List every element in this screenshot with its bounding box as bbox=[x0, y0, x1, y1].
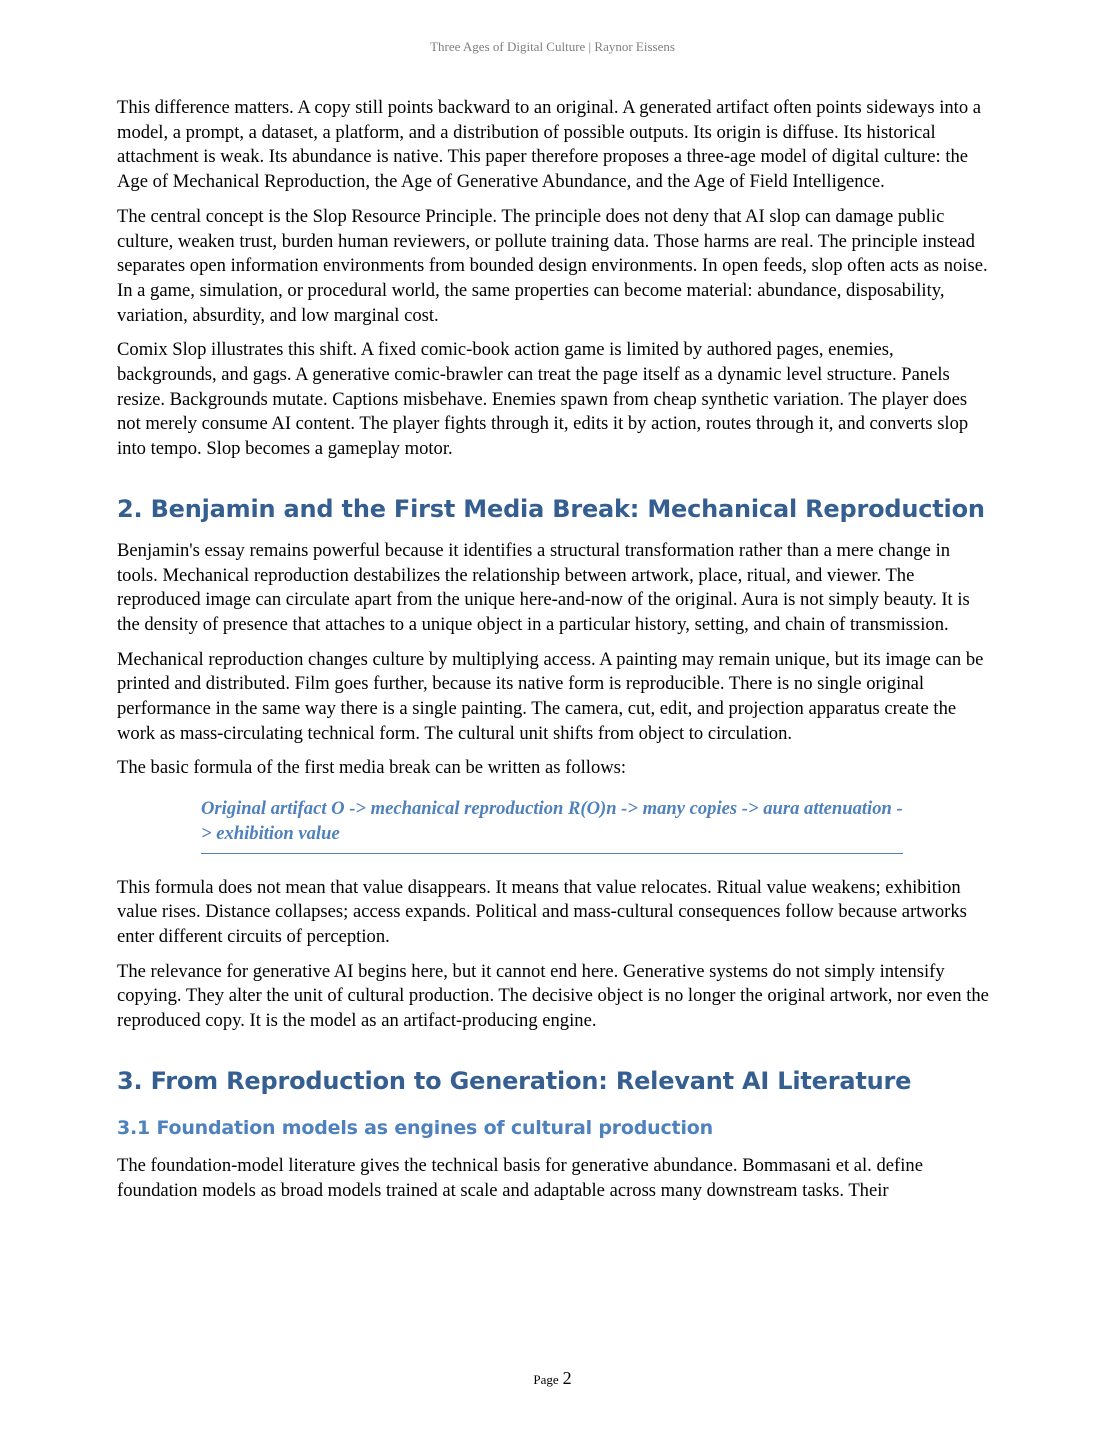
section-heading: 2. Benjamin and the First Media Break: Mechanical Reproduction bbox=[117, 494, 985, 523]
body-paragraph: Comix Slop illustrates this shift. A fixed comic-book action game is limited by authored pages, enemies, backgrounds, and gags. A generative comic-brawler can treat the page itself as a dynamic level structure. Panels resize. Backgrounds mutate. Captions misbehave. Enemies spawn from cheap synthetic variation. The player does not merely consume AI content. The player fights through it, edits it by action, routes through it, and converts slop into tempo. Slop becomes a gameplay motor. bbox=[117, 339, 969, 460]
body-paragraph: The foundation-model literature gives the technical basis for generative abundance. Bommasani et al. define foundation models as broad models trained at scale and adaptable across many downstream tasks. Their bbox=[117, 1154, 923, 1201]
page-footer bbox=[0, 1368, 1105, 1389]
formula-block: Original artifact O -> mechanical reproduction R(O)n -> many copies -> aura attenuation -> exhibition value bbox=[201, 797, 903, 853]
body-paragraph: Mechanical reproduction changes culture by multiplying access. A painting may remain unique, but its image can be printed and distributed. Film goes further, because its native form is reproducible. There is no single original performance in the same way there is a single painting. The camera, cut, edit, and projection apparatus create the work as mass-circulating technical form. The cultural unit shifts from object to circulation. bbox=[117, 648, 984, 744]
section-heading: 3. From Reproduction to Generation: Relevant AI Literature bbox=[117, 1066, 912, 1095]
body-paragraph: This difference matters. A copy still points backward to an original. A generated artifact often points sideways into a model, a prompt, a dataset, a platform, and a distribution of possible outputs. Its origin is diffuse. Its historical attachment is weak. Its abundance is native. This paper therefore proposes a three-age model of digital culture: the Age of Mechanical Reproduction, the Age of Generative Abundance, and the Age of Field Intelligence. bbox=[117, 97, 982, 193]
body-paragraph: The relevance for generative AI begins here, but it cannot end here. Generative systems do not simply intensify copying. They alter the unit of cultural production. The decisive object is no longer the original artwork, nor even the reproduced copy. It is the model as an artifact-producing engine. bbox=[117, 960, 989, 1032]
body-paragraph: Benjamin's essay remains powerful because it identifies a structural transformation rather than a mere change in tools. Mechanical reproduction destabilizes the relationship between artwork, place, ritual, and viewer. The reproduced image can circulate apart from the unique here-and-now of the original. Aura is not simply beauty. It is the density of presence that attaches to a unique object in a particular history, setting, and chain of transmission. bbox=[117, 539, 970, 635]
page-label: Page bbox=[533, 1372, 559, 1387]
body-paragraph: The basic formula of the first media break can be written as follows: bbox=[117, 757, 627, 779]
running-header: Three Ages of Digital Culture | Raynor Eissens bbox=[430, 39, 675, 54]
page-body bbox=[117, 96, 989, 1213]
page-number: 2 bbox=[562, 1368, 572, 1388]
body-paragraph: The central concept is the Slop Resource Principle. The principle does not deny that AI slop can damage public culture, weaken trust, burden human reviewers, or pollute training data. Those harms are real. The principle instead separates open information environments from bounded design environments. In open feeds, slop often acts as noise. In a game, simulation, or procedural world, the same properties can become material: abundance, disposability, variation, absurdity, and low marginal cost. bbox=[117, 205, 988, 326]
body-paragraph: This formula does not mean that value disappears. It means that value relocates. Ritual value weakens; exhibition value rises. Distance collapses; access expands. Political and mass-cultural consequences follow because artworks enter different circuits of perception. bbox=[117, 876, 967, 947]
subsection-heading: 3.1 Foundation models as engines of cultural production bbox=[117, 1116, 713, 1139]
